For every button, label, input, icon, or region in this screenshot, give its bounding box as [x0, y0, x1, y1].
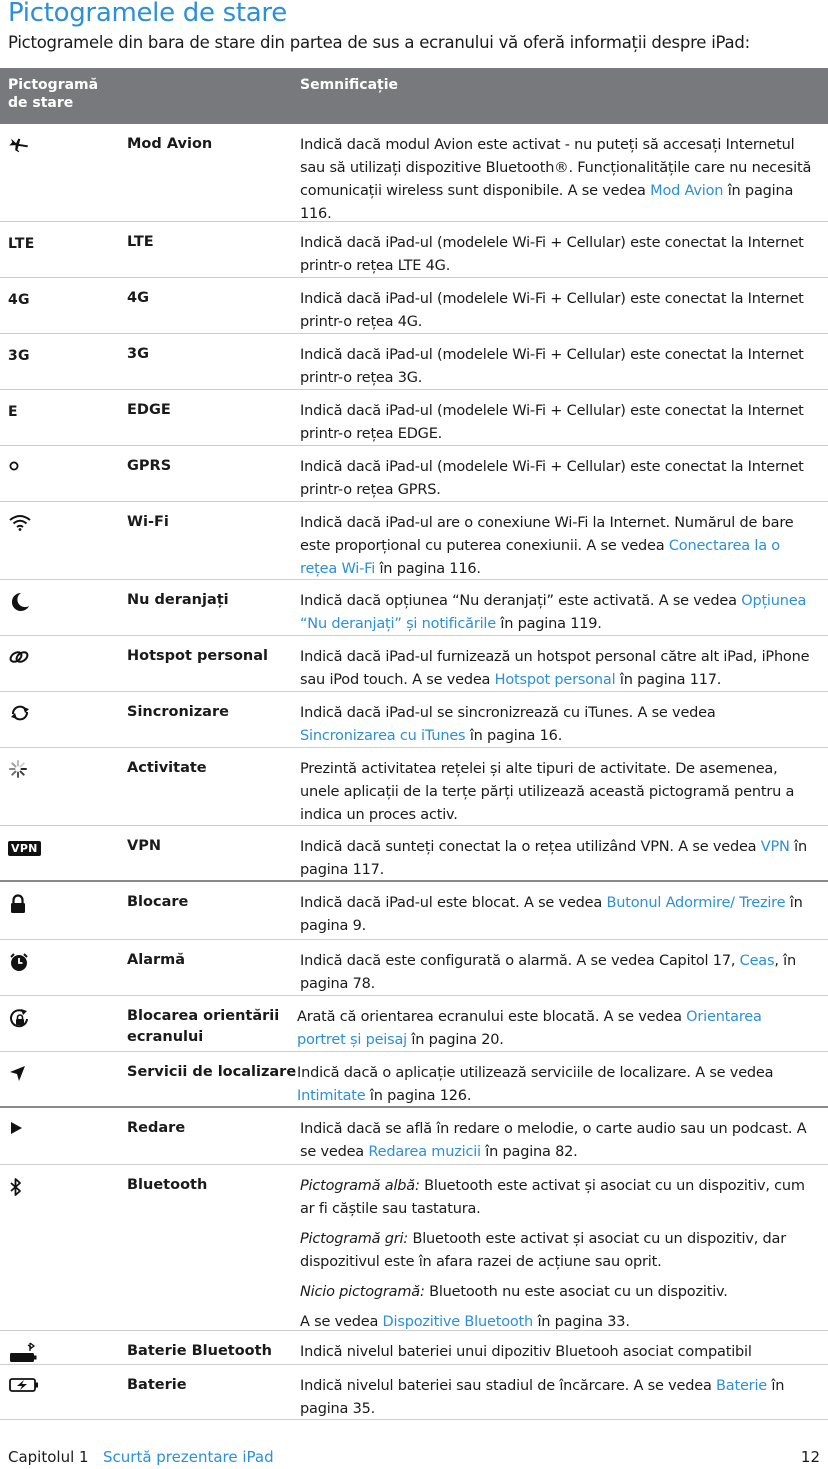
3g-icon: 3G [8, 348, 30, 364]
desc-text: , în pagina 78. [300, 953, 796, 992]
status-icon-cell [0, 1165, 127, 1330]
cross-reference-link[interactable]: Dispozitive Bluetooth [382, 1314, 534, 1330]
status-name: 3G [127, 346, 149, 362]
location-arrow-icon [8, 1063, 28, 1087]
status-name: Nu deranjați [127, 592, 229, 608]
status-icon-cell [0, 748, 127, 825]
cross-reference-link[interactable]: Sincronizarea cu iTunes [300, 728, 466, 744]
table-row [0, 882, 828, 940]
desc-text: Bluetooth este activat și asociat cu un dispozitiv, cum ar fi căștile sau tastatura. [300, 1178, 805, 1217]
status-description [300, 692, 828, 747]
table-row [0, 636, 828, 692]
alarm-clock-icon [8, 951, 30, 977]
desc-italic-label: Nicio pictogramă: [300, 1284, 425, 1300]
status-name: Blocarea orientării ecranului [127, 1008, 280, 1045]
status-description [300, 748, 828, 825]
table-row [0, 278, 828, 334]
status-description [300, 580, 828, 635]
page-title: Pictogramele de stare [8, 0, 287, 28]
footer-chapter: Capitolul 1 [8, 1448, 89, 1466]
status-description [297, 996, 828, 1051]
desc-text: Bluetooth nu este asociat cu un dispozitiv. [424, 1284, 728, 1300]
desc-text: Indică dacă iPad-ul (modelele Wi-Fi + Cellular) este conectat la Internet printr-o rețea 3G. [300, 347, 804, 386]
table-row [0, 940, 828, 996]
table-row [0, 1165, 828, 1331]
status-description [300, 1365, 828, 1419]
desc-text: în pagina 35. [300, 1378, 785, 1417]
wifi-icon [8, 513, 32, 535]
status-description [300, 446, 828, 501]
desc-text: în pagina 9. [300, 895, 803, 934]
desc-text: în pagina 33. [533, 1314, 630, 1330]
status-icon-cell [0, 580, 127, 635]
status-description [300, 124, 828, 221]
status-name: VPN [127, 838, 161, 854]
cross-reference-link[interactable]: Butonul Adormire/ Trezire [606, 895, 786, 911]
battery-charging-icon [8, 1376, 40, 1398]
desc-italic-label: Pictogramă gri: [300, 1231, 409, 1247]
rotation-lock-icon [8, 1007, 32, 1033]
status-icon-cell [0, 996, 127, 1051]
header-meaning-column: Semnificație [300, 77, 399, 93]
status-icon-cell [0, 124, 127, 221]
footer-section-link[interactable]: Scurtă prezentare iPad [103, 1448, 274, 1466]
table-body [0, 124, 828, 1420]
status-name: Activitate [127, 760, 207, 776]
status-description [300, 390, 828, 445]
desc-text: în pagina 116. [375, 561, 481, 577]
status-name: Wi-Fi [127, 514, 169, 530]
desc-text: Indică dacă o aplicație utilizează serviciile de localizare. A se vedea [297, 1065, 774, 1081]
table-row [0, 692, 828, 748]
cross-reference-link[interactable]: Mod Avion [650, 183, 724, 199]
lte-icon: LTE [8, 236, 35, 252]
desc-text: Indică dacă se află în redare o melodie, o carte audio sau un podcast. A se vedea [300, 1121, 807, 1160]
desc-text: în pagina 126. [365, 1088, 472, 1104]
description-paragraph [300, 1175, 814, 1221]
desc-text: în pagina 16. [465, 728, 563, 744]
status-icon-cell [0, 502, 127, 579]
status-icon-cell [0, 334, 127, 389]
cross-reference-link[interactable]: VPN [760, 839, 790, 855]
status-icon-cell [0, 1052, 127, 1106]
table-row [0, 748, 828, 826]
status-icon-cell [0, 692, 127, 747]
desc-text: Indică dacă iPad-ul (modelele Wi-Fi + Cellular) este conectat la Internet printr-o rețea GPRS. [300, 459, 804, 498]
desc-text: Indică dacă iPad-ul (modelele Wi-Fi + Cellular) este conectat la Internet printr-o rețea EDGE. [300, 403, 804, 442]
desc-text: Arată că orientarea ecranului este blocată. A se vedea [297, 1009, 687, 1025]
status-description [300, 1108, 828, 1164]
airplane-icon [8, 135, 30, 157]
cross-reference-link[interactable]: Redarea muzicii [368, 1144, 481, 1160]
status-name: Sincronizare [127, 704, 229, 720]
edge-icon: E [8, 404, 18, 420]
table-row [0, 580, 828, 636]
status-name: Hotspot personal [127, 648, 269, 664]
table-row [0, 996, 828, 1052]
status-icons-table [0, 68, 828, 1420]
desc-text: Indică dacă opțiunea “Nu deranjați” este activată. A se vedea [300, 593, 742, 609]
status-description [300, 882, 828, 939]
desc-text: Indică dacă iPad-ul are o conexiune Wi-Fi la Internet. Numărul de bare este proporțional cu puterea conexiunii. A se vedea [300, 515, 794, 554]
table-row [0, 826, 828, 882]
cross-reference-link[interactable]: Intimitate [297, 1088, 366, 1104]
status-icon-cell [0, 278, 127, 333]
status-icon-cell [0, 882, 127, 939]
cross-reference-link[interactable]: Orientarea portret și peisaj [297, 1009, 762, 1048]
status-name: GPRS [127, 458, 172, 474]
desc-text: în pagina 116. [300, 183, 794, 222]
cross-reference-link[interactable]: Hotspot personal [494, 672, 616, 688]
status-icon-cell [0, 222, 127, 277]
page-intro: Pictogramele din bara de stare din partea de sus a ecranului vă oferă informații despre iPad: [8, 33, 750, 52]
table-row [0, 390, 828, 446]
status-description [297, 1052, 828, 1106]
status-name: Blocare [127, 894, 189, 910]
desc-text: Indică nivelul bateriei unui dipozitiv Bluetooh asociat compatibil [300, 1344, 752, 1360]
status-description [300, 1165, 828, 1330]
desc-text: Indică dacă iPad-ul este blocat. A se vedea [300, 895, 607, 911]
desc-text: A se vedea [300, 1314, 383, 1330]
desc-text: Bluetooth este activat și asociat cu un dispozitiv, dar dispozitivul este în afara razei de acțiune sau oprit. [300, 1231, 787, 1270]
status-icon-cell [0, 940, 127, 995]
footer-page-number: 12 [800, 1448, 820, 1466]
hotspot-icon [8, 647, 30, 671]
desc-text: în pagina 82. [480, 1144, 578, 1160]
cross-reference-link[interactable]: Opțiunea “Nu deranjați” și notificările [300, 593, 807, 632]
desc-text: Prezintă activitatea rețelei și alte tipuri de activitate. De asemenea, unele aplicații de la terțe părți utilizează această pictogramă pentru a indica un proces activ. [300, 761, 795, 823]
status-icon-cell [0, 1365, 127, 1419]
desc-text: Indică dacă iPad-ul furnizează un hotspot personal către alt iPad, iPhone sau iPod touch. A se vedea [300, 649, 810, 688]
status-description [300, 636, 828, 691]
status-name: Servicii de localizare [127, 1064, 297, 1080]
cross-reference-link[interactable]: Conectarea la o rețea Wi-Fi [300, 538, 780, 577]
cross-reference-link[interactable]: Baterie [716, 1378, 767, 1394]
status-icon-cell [0, 446, 127, 501]
status-name: EDGE [127, 402, 171, 418]
status-description [300, 502, 828, 579]
status-name: Mod Avion [127, 136, 213, 152]
lock-icon [8, 893, 28, 919]
desc-text: în pagina 117. [300, 839, 807, 878]
cross-reference-link[interactable]: Ceas [739, 953, 775, 969]
table-row [0, 1052, 828, 1108]
vpn-icon: VPN [8, 841, 41, 856]
table-row [0, 334, 828, 390]
status-name: Baterie [127, 1377, 187, 1393]
status-description [300, 940, 828, 995]
status-icon-cell [0, 1108, 127, 1164]
status-name: Redare [127, 1120, 186, 1136]
header-icon-column: Pictogramă de stare [8, 77, 99, 111]
activity-spinner-icon [8, 759, 28, 783]
status-name: Alarmă [127, 952, 186, 968]
status-icon-cell [0, 826, 127, 880]
table-header [0, 68, 828, 124]
table-row [0, 1365, 828, 1420]
desc-text: Indică dacă sunteți conectat la o rețea utilizând VPN. A se vedea [300, 839, 761, 855]
table-row [0, 1108, 828, 1165]
table-row [0, 1331, 828, 1365]
desc-text: în pagina 117. [615, 672, 722, 688]
moon-icon [8, 591, 30, 617]
play-icon [8, 1119, 24, 1141]
description-paragraph [300, 1281, 814, 1304]
status-icon-cell [0, 636, 127, 691]
desc-text: în pagina 119. [495, 616, 602, 632]
status-name: Bluetooth [127, 1177, 208, 1193]
table-row [0, 446, 828, 502]
desc-italic-label: Pictogramă albă: [300, 1178, 420, 1194]
status-icon-cell [0, 390, 127, 445]
sync-icon [8, 703, 32, 727]
description-paragraph [300, 1228, 814, 1274]
desc-text: Indică dacă este configurată o alarmă. A se vedea Capitol 17, [300, 953, 740, 969]
desc-text: în pagina 20. [407, 1032, 504, 1048]
table-row [0, 124, 828, 222]
status-name: 4G [127, 290, 149, 306]
status-description [300, 1331, 828, 1364]
desc-text: Indică dacă modul Avion este activat - nu puteți să accesați Internetul sau să utilizați dispozitive Bluetooth®. Funcționalitățile care nu necesită comunicații wireless sunt disponibile. A se vedea [300, 137, 812, 199]
table-row [0, 502, 828, 580]
status-description [300, 222, 828, 277]
gprs-icon [8, 457, 22, 476]
desc-text: Indică dacă iPad-ul (modelele Wi-Fi + Cellular) este conectat la Internet printr-o rețea LTE 4G. [300, 235, 804, 274]
status-icon-cell [0, 1331, 127, 1364]
status-description [300, 278, 828, 333]
desc-text: Indică nivelul bateriei sau stadiul de încărcare. A se vedea [300, 1378, 717, 1394]
status-name: LTE [127, 234, 154, 250]
status-description [300, 334, 828, 389]
status-description [300, 826, 828, 880]
desc-text: Indică dacă iPad-ul se sincronizrează cu iTunes. A se vedea [300, 705, 716, 721]
table-row [0, 222, 828, 278]
bluetooth-icon [8, 1176, 24, 1202]
desc-text: Indică dacă iPad-ul (modelele Wi-Fi + Cellular) este conectat la Internet printr-o rețea 4G. [300, 291, 804, 330]
status-name: Baterie Bluetooth [127, 1343, 272, 1359]
4g-icon: 4G [8, 292, 30, 308]
